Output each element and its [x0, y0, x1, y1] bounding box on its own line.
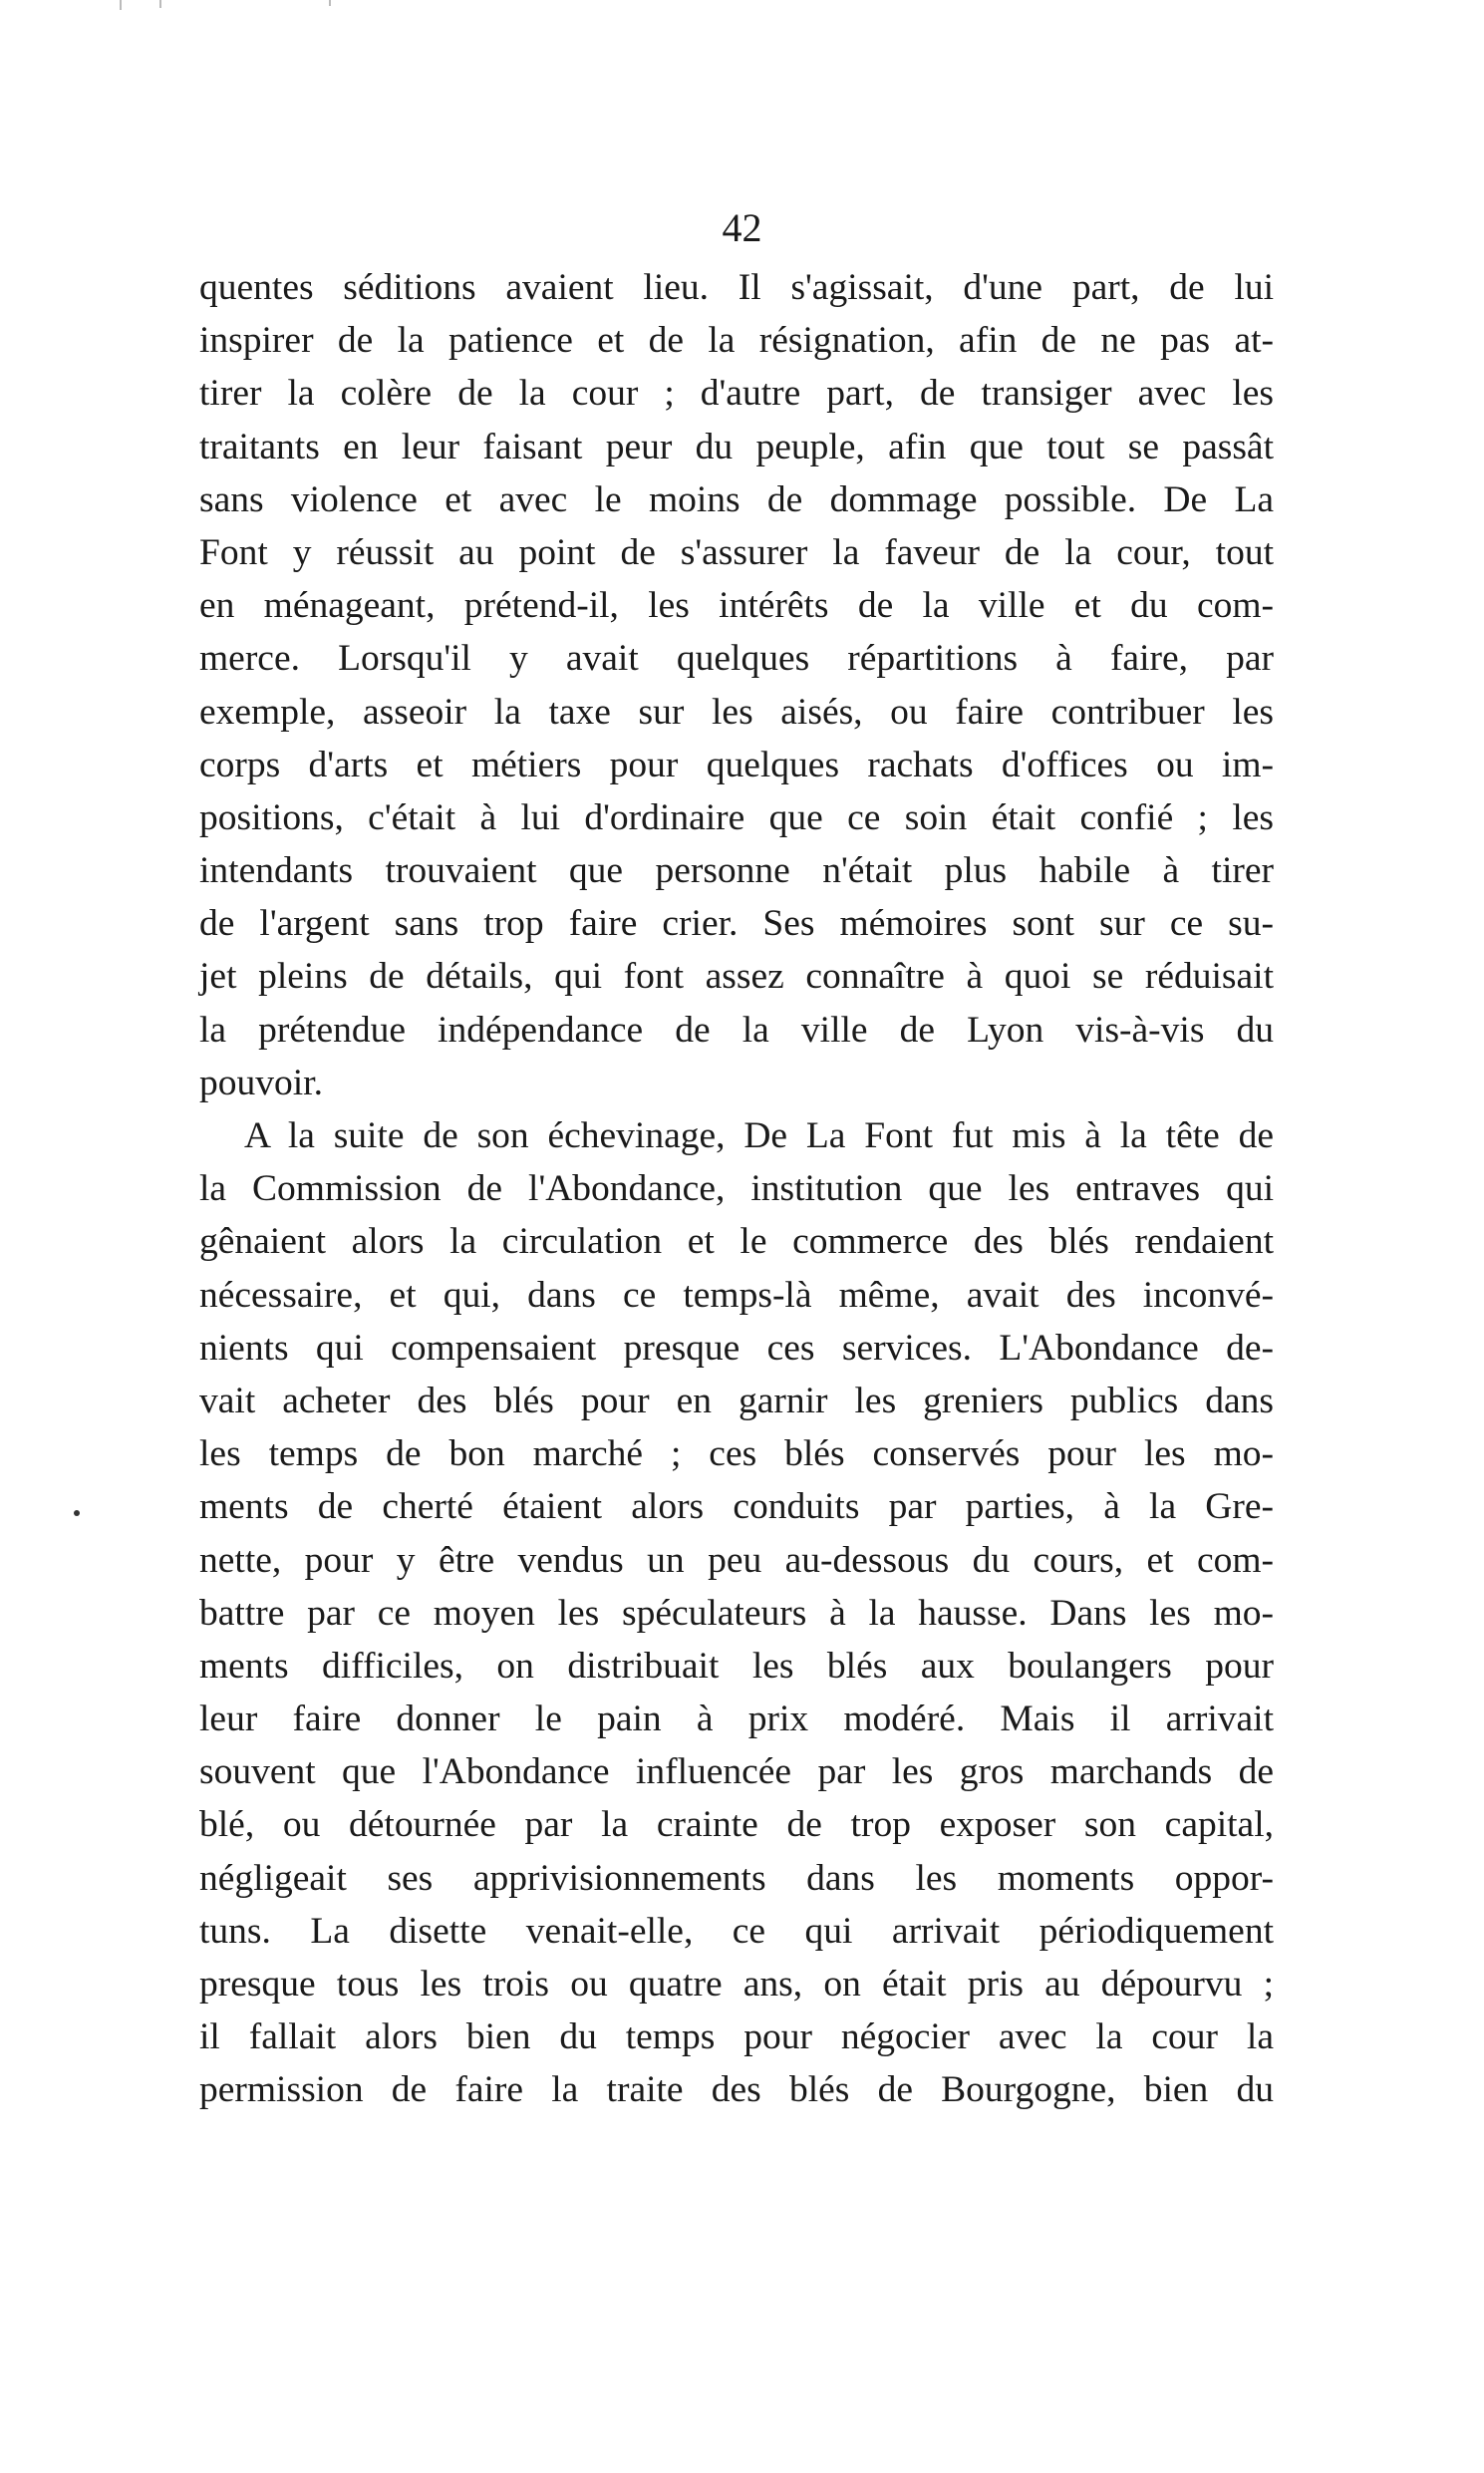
- scan-edge-mark: [159, 0, 161, 8]
- text-line: positions, c'était à lui d'ordinaire que ce soin était confié ; les: [199, 796, 1274, 838]
- text-line: inspirer de la patience et de la résignation, afin de ne pas at-: [199, 320, 1274, 362]
- text-line: tuns. La disette venait-elle, ce qui arrivait périodiquement: [199, 1910, 1274, 1952]
- text-line: nécessaire, et qui, dans ce temps-là même, avait des inconvé-: [199, 1274, 1274, 1316]
- text-line: blé, ou détournée par la crainte de trop exposer son capital,: [199, 1804, 1274, 1846]
- text-line: la prétendue indépendance de la ville de Lyon vis-à-vis du: [199, 1009, 1274, 1051]
- text-line: sans violence et avec le moins de dommage possible. De La: [199, 478, 1274, 520]
- text-line: tirer la colère de la cour ; d'autre part, de transiger avec les: [199, 373, 1274, 415]
- text-line: vait acheter des blés pour en garnir les greniers publics dans: [199, 1380, 1274, 1421]
- text-line: de l'argent sans trop faire crier. Ses mémoires sont sur ce su-: [199, 903, 1274, 945]
- margin-dot-mark: [74, 1510, 80, 1516]
- text-line: ments difficiles, on distribuait les blés aux boulangers pour: [199, 1645, 1274, 1687]
- text-line: pouvoir.: [199, 1062, 323, 1103]
- text-line: gênaient alors la circulation et le commerce des blés rendaient: [199, 1221, 1274, 1263]
- page-number: 42: [722, 205, 762, 250]
- text-line: corps d'arts et métiers pour quelques rachats d'offices ou im-: [199, 744, 1274, 785]
- text-line: quentes séditions avaient lieu. Il s'agissait, d'une part, de lui: [199, 267, 1274, 308]
- scan-edge-mark: [120, 0, 122, 10]
- scan-edge-mark: [329, 0, 331, 6]
- paragraph: [199, 261, 1274, 1109]
- text-line: merce. Lorsqu'il y avait quelques répartitions à faire, par: [199, 638, 1274, 680]
- text-line: souvent que l'Abondance influencée par les gros marchands de: [199, 1751, 1274, 1793]
- text-line: exemple, asseoir la taxe sur les aisés, ou faire contribuer les: [199, 691, 1274, 733]
- text-line: permission de faire la traite des blés de Bourgogne, bien du: [199, 2069, 1274, 2111]
- text-line: traitants en leur faisant peur du peuple, afin que tout se passât: [199, 426, 1274, 467]
- text-line: les temps de bon marché ; ces blés conservés pour les mo-: [199, 1433, 1274, 1475]
- text-line: négligeait ses apprivisionnements dans les moments oppor-: [199, 1857, 1274, 1899]
- text-line: il fallait alors bien du temps pour négocier avec la cour la: [199, 2016, 1274, 2058]
- text-line: ments de cherté étaient alors conduits par parties, à la Gre-: [199, 1486, 1274, 1528]
- text-line: leur faire donner le pain à prix modéré. Mais il arrivait: [199, 1699, 1274, 1740]
- text-line: jet pleins de détails, qui font assez connaître à quoi se réduisait: [199, 956, 1274, 998]
- body-text: [199, 261, 1274, 2117]
- text-line: en ménageant, prétend-il, les intérêts de la ville et du com-: [199, 585, 1274, 627]
- text-line: nette, pour y être vendus un peu au-dessous du cours, et com-: [199, 1539, 1274, 1581]
- text-line: la Commission de l'Abondance, institution que les entraves qui: [199, 1168, 1274, 1210]
- text-line: intendants trouvaient que personne n'était plus habile à tirer: [199, 850, 1274, 892]
- text-line: nients qui compensaient presque ces services. L'Abondance de-: [199, 1327, 1274, 1369]
- paragraph: [199, 1109, 1274, 2117]
- text-line: presque tous les trois ou quatre ans, on était pris au dépourvu ;: [199, 1964, 1274, 2005]
- text-line: A la suite de son échevinage, De La Font fut mis à la tête de: [244, 1115, 1274, 1156]
- text-line: battre par ce moyen les spéculateurs à la hausse. Dans les mo-: [199, 1592, 1274, 1634]
- text-line: Font y réussit au point de s'assurer la faveur de la cour, tout: [199, 531, 1274, 573]
